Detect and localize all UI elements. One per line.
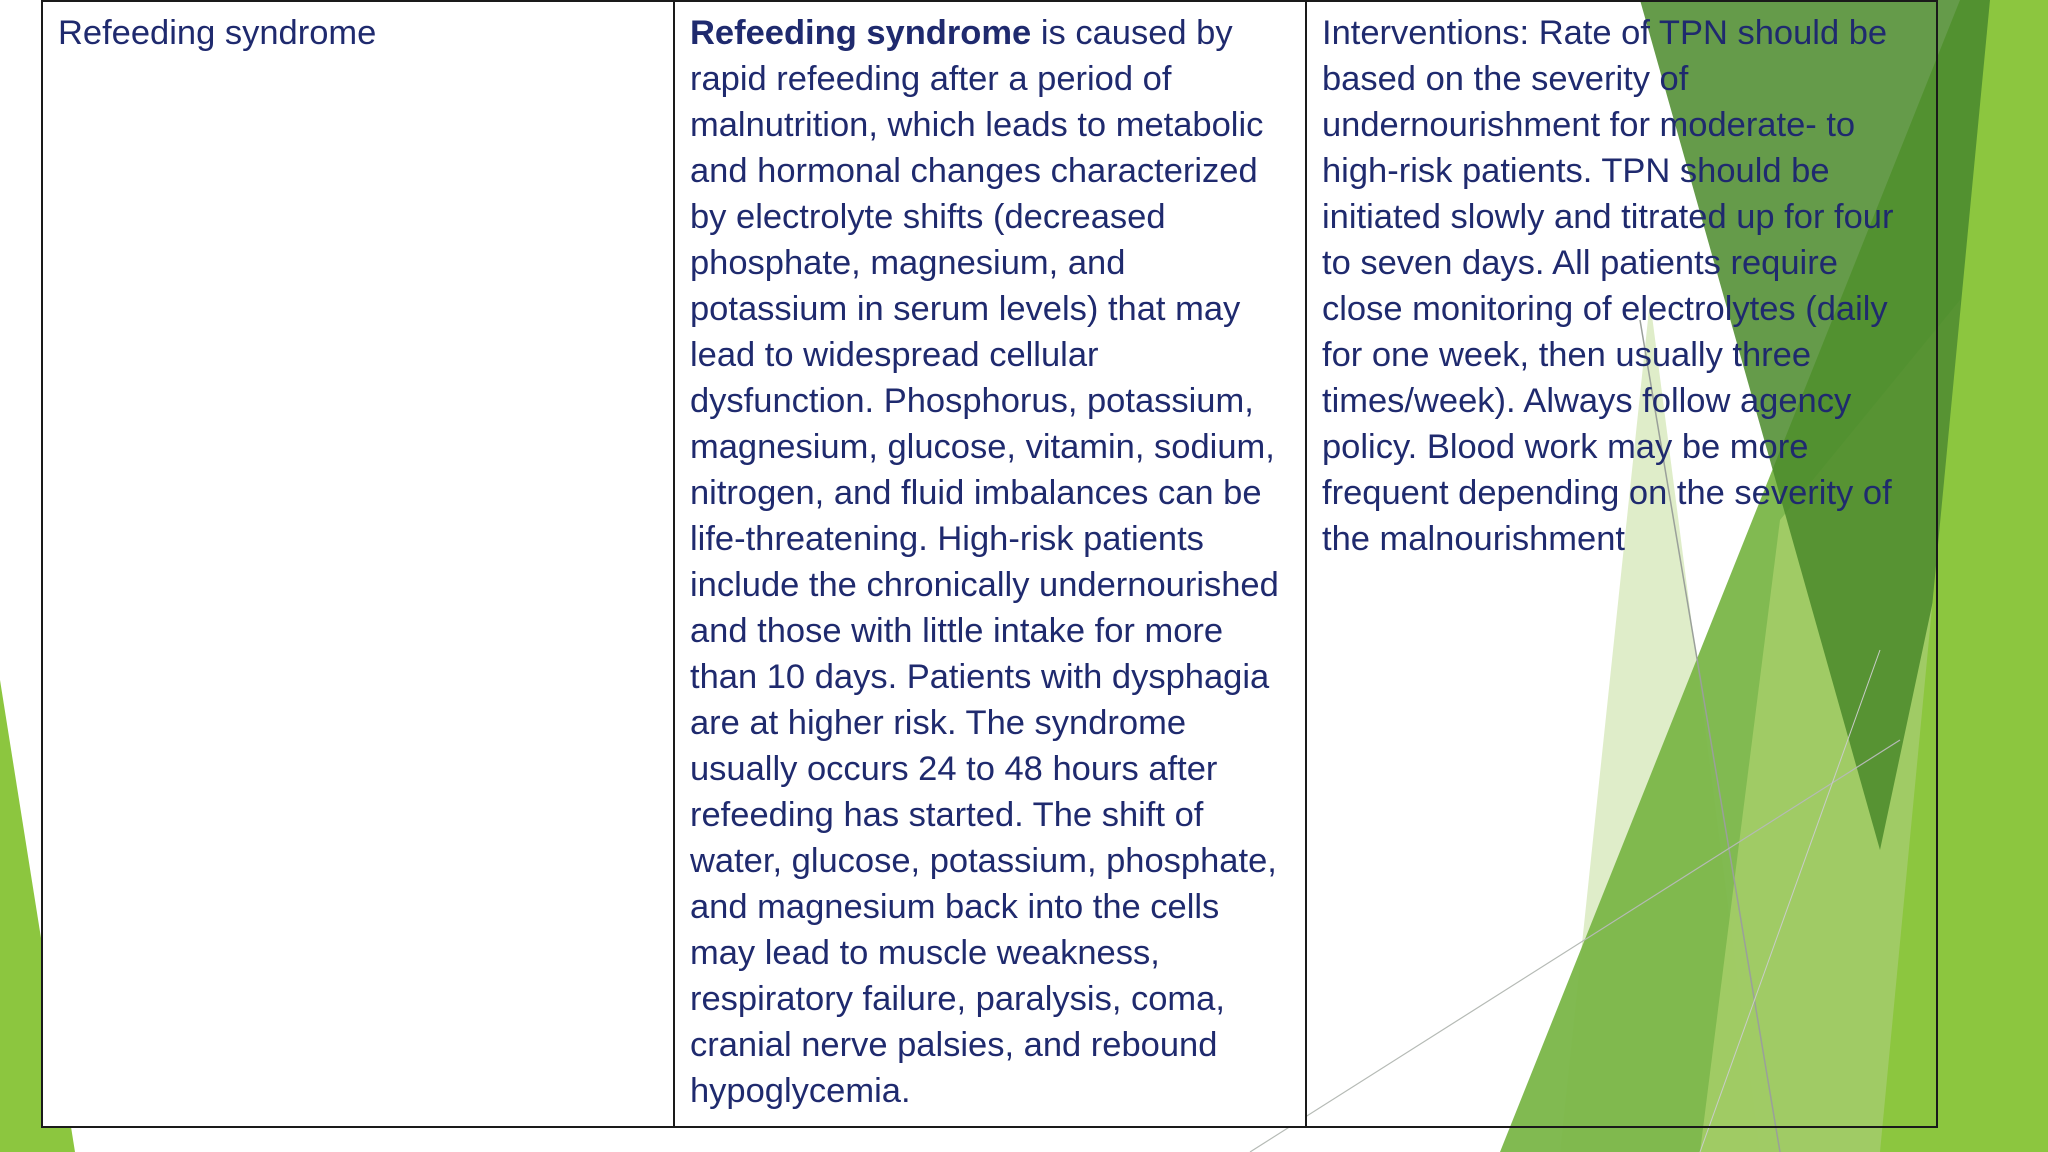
description-body: is caused by rapid refeeding after a period of malnutrition, which leads to metabolic and hormonal changes characterized by electrolyte shifts (decreased phosphate, magnesium, and potassium in serum levels) that may lead to widespread cellular dysfunction. Phosphorus, potassium, magnesium, glucose, vitamin, sodium, nitrogen, and fluid imbalances can be life-threatening. High-risk patients include the chronically undernourished and those with little intake for more than 10 days. Patients with dysphagia are at higher risk. The syndrome usually occurs 24 to 48 hours after refeeding has started. The shift of water, glucose, potassium, phosphate, and magnesium back into the cells may lead to muscle weakness, respiratory failure, paralysis, coma, cranial nerve palsies, and rebound hypoglycemia.	[690, 14, 1279, 1110]
interventions-cell	[1307, 2, 1936, 1126]
topic-cell	[43, 2, 675, 1126]
description-lead: Refeeding syndrome	[690, 14, 1032, 52]
interventions-text: Interventions: Rate of TPN should be based on the severity of undernourishment for moderate- to high-risk patients. TPN should be initiated slowly and titrated up for four to seven days. All patients require close monitoring of electrolytes (daily for one week, then usually three times/week). Always follow agency policy. Blood work may be more frequent depending on the severity of the malnourishment	[1322, 14, 1894, 558]
description-cell	[675, 2, 1307, 1126]
topic-text: Refeeding syndrome	[58, 14, 377, 52]
content-table	[41, 0, 1938, 1128]
